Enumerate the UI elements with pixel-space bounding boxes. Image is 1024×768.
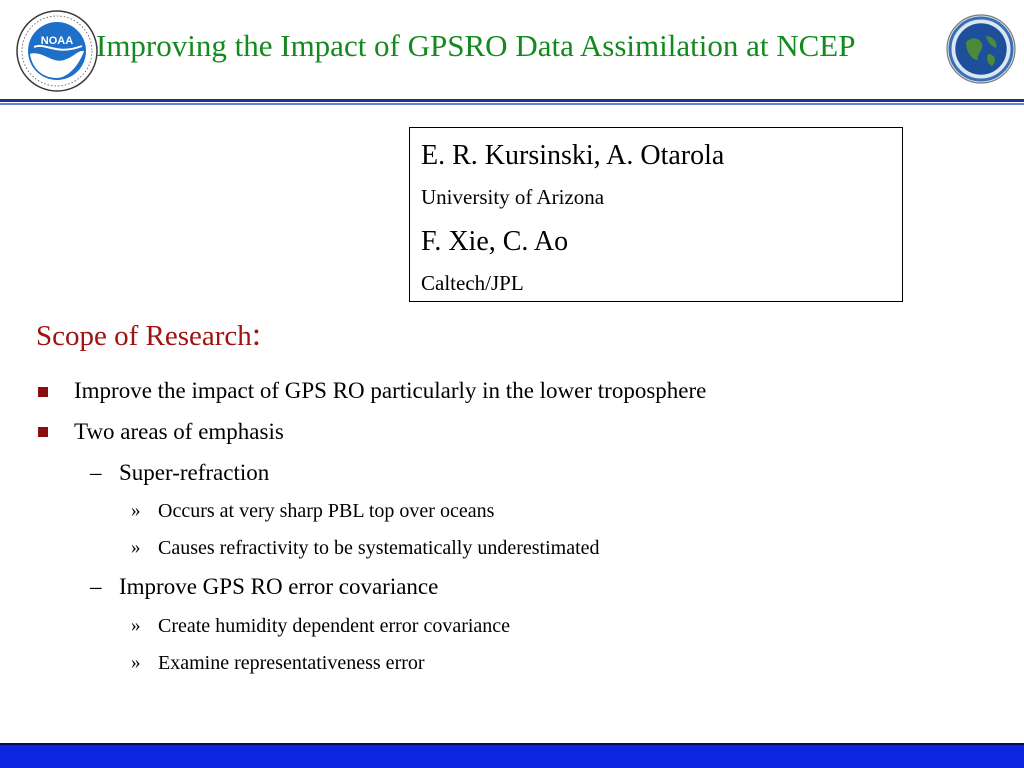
author-affiliation: Caltech/JPL [421, 271, 524, 295]
section-heading-colon: : [251, 317, 261, 353]
list-item: Two areas of emphasis [74, 419, 284, 444]
author-affiliation: University of Arizona [421, 185, 605, 209]
jcsda-globe-logo-icon [946, 14, 1016, 84]
author-names: F. Xie, C. Ao [421, 226, 569, 257]
chevron-bullet: » [131, 652, 141, 673]
section-heading [36, 318, 261, 353]
authors-box [409, 127, 903, 302]
author-names: E. R. Kursinski, A. Otarola [421, 140, 725, 171]
list-item: Improve GPS RO error covariance [119, 574, 439, 599]
header-rule-secondary [0, 103, 1024, 105]
header-rule [0, 99, 1024, 102]
chevron-bullet: » [131, 537, 141, 558]
slide-title: Improving the Impact of GPSRO Data Assimilation at NCEP [96, 28, 856, 63]
square-bullet-icon [38, 387, 48, 397]
noaa-logo-icon [16, 10, 98, 92]
chevron-bullet: » [131, 500, 141, 521]
list-item: Improve the impact of GPS RO particularly in the lower troposphere [74, 378, 707, 403]
square-bullet-icon [38, 427, 48, 437]
list-item: Causes refractivity to be systematically underestimated [158, 537, 600, 559]
list-item: Super-refraction [119, 460, 270, 485]
footer-bar [0, 743, 1024, 768]
dash-bullet: – [90, 460, 102, 485]
noaa-logo-text: NOAA [40, 35, 74, 47]
section-heading-text: Scope of Research [36, 320, 252, 352]
list-item: Create humidity dependent error covariance [158, 615, 511, 637]
dash-bullet: – [90, 574, 102, 599]
list-item: Occurs at very sharp PBL top over oceans [158, 500, 495, 522]
list-item: Examine representativeness error [158, 652, 425, 674]
chevron-bullet: » [131, 615, 141, 636]
